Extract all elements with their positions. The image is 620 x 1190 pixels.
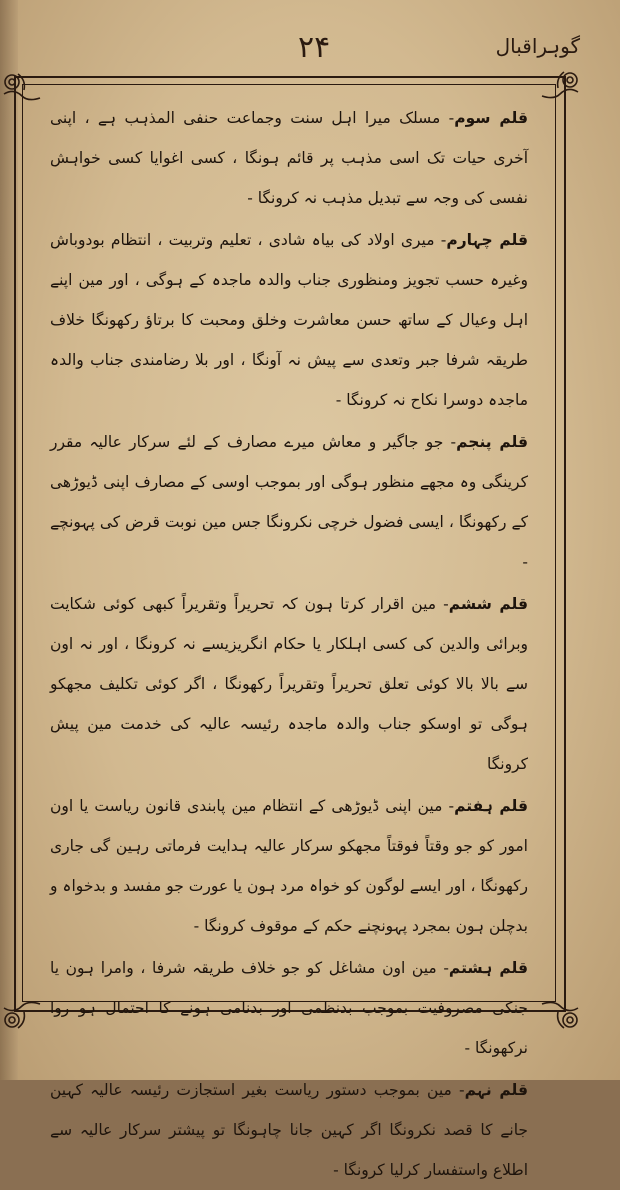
page-body [50, 98, 529, 1179]
clause [50, 786, 528, 946]
clause-label: قلم ششم [448, 595, 528, 613]
clause-text: - مین اپنی ڈیوڑھی کے انتظام مین پابندی قانون ریاست یا اون امور کو جو وقتاً فوقتاً مجھکو سرکار عالیہ ہدایت فرماتی رہین گی جاری رکھونگا ، اور ایسے لوگون کو خواہ مرد ہون یا عورت جو مفسد و بدخواہ و بدچلن ہون بمجرد پہونچنے حکم کے موقوف کرونگا - [50, 797, 528, 935]
clause-text: - میری اولاد کی بیاہ شادی ، تعلیم وتربیت ، انتظام بودوباش وغیرہ حسب تجویز ومنظوری جناب والدہ ماجدہ کے ہوگی ، اور مین اپنے اہل وعیال کے ساتھ حسن معاشرت وخلق ومحبت کا برتاؤ رکھونگا خلاف طریقہ شرفا جبر وتعدی سے پیش نہ آونگا ، اور بلا رضامندی جناب والدہ ماجدہ دوسرا نکاح نہ کرونگا - [50, 231, 528, 409]
page-header [40, 28, 580, 68]
clause [50, 98, 528, 218]
clause-text: - مین اقرار کرتا ہون کہ تحریراً وتقریراً کبھی کوئی شکایت وبرائی والدین کی کسی اہلکار یا حکام انگریزیسے نہ کرونگا ، اور نہ اون سے بالا بالا کوئی تعلق تحریراً وتقریراً رکھونگا ، اگر کوئی تکلیف مجھکو ہوگی تو اوسکو جناب والدہ ماجدہ رئیسہ عالیہ کی خدمت مین پیش کرونگا [50, 595, 528, 773]
clause [50, 584, 528, 784]
clause-label: قلم چہارم [446, 231, 529, 249]
clause [50, 948, 528, 1068]
corner-ornament-bottom-right [538, 990, 582, 1034]
clause-label: قلم ہفتم [454, 797, 529, 815]
clause-label: قلم پنجم [456, 433, 528, 451]
clause-text: - مسلک میرا اہل سنت وجماعت حنفی المذہب ہے ، اپنی آخری حیات تک اسی مذہب پر قائم ہونگا ، کسی اغوایا کسی خواہش نفسی کی وجہ سے تبدیل مذہب نہ کرونگا - [50, 109, 528, 207]
clause-text: - مین بموجب دستور ریاست بغیر استجازت رئیسہ عالیہ کہین جانے کا قصد نکرونگا اگر کہین جانا چاہونگا تو پیشتر سرکار عالیہ سے اطلاع واستفسار کرلیا کرونگا - [50, 1081, 528, 1179]
clause [50, 422, 528, 582]
clause-label: قلم ہشتم [448, 959, 528, 977]
clause [50, 220, 528, 420]
corner-ornament-top-left [0, 68, 44, 112]
corner-ornament-top-right [538, 66, 582, 110]
clause [50, 1070, 528, 1190]
clause-text: - مین اون مشاغل کو جو خلاف طریقہ شرفا ، وامرا ہون یا جنکی مصروفیت بموجب بدنظمی اور بدنامی ہونے کا احتمال ہو روا نرکھونگا - [50, 959, 528, 1057]
clause-label: قلم نہم [464, 1081, 528, 1099]
clause-label: قلم سوم [454, 109, 528, 127]
page-number: ۲۴ [298, 30, 331, 65]
clause-text: - جو جاگیر و معاش میرے مصارف کے لئے سرکار عالیہ مقرر کرینگی وہ مجھے منظور ہوگی اور بموجب اوسی کے مصارف اپنی ڈیوڑھی کے رکھونگا ، ایسی فضول خرچی نکرونگا جس مین نوبت قرض کی پہونچے - [50, 433, 528, 571]
running-title: گوہراقبال [495, 34, 580, 58]
corner-ornament-bottom-left [0, 990, 44, 1034]
